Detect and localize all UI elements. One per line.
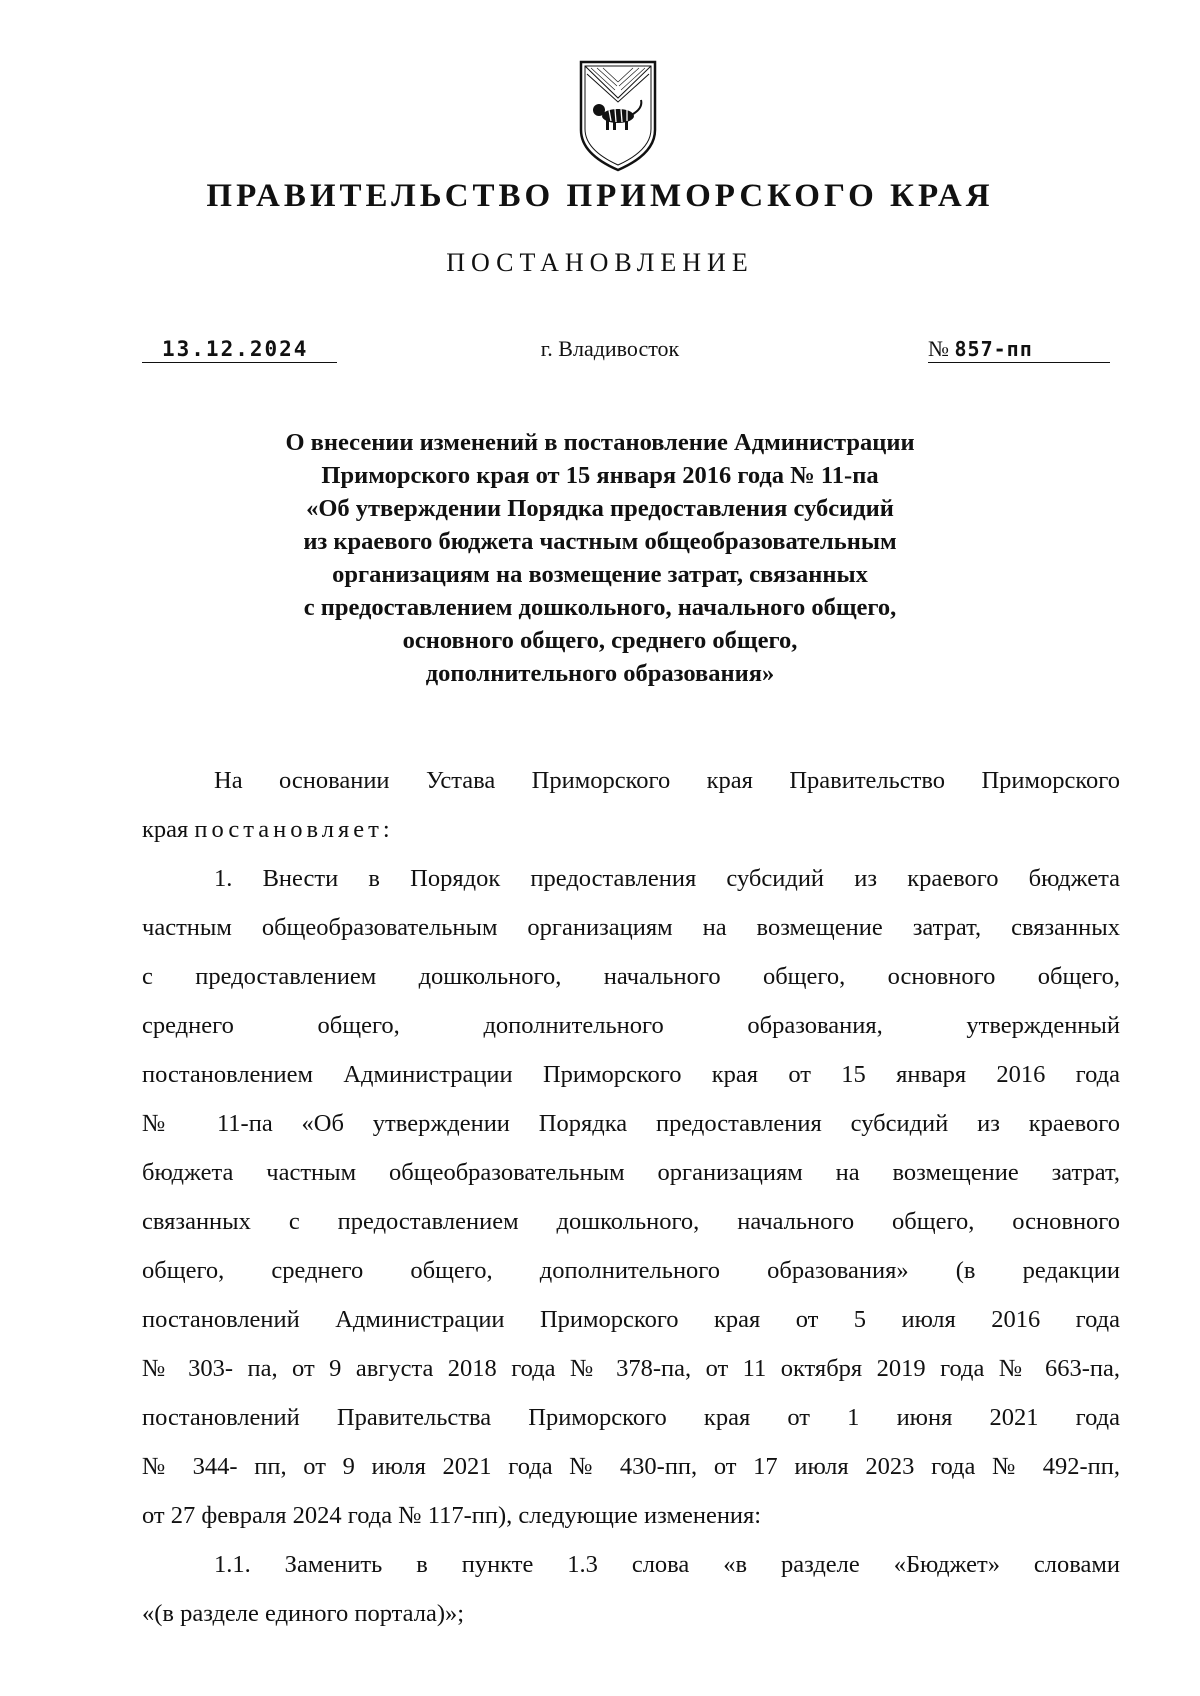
paragraph-1-line: постановлением Администрации Приморского края от 15 января 2016 года bbox=[142, 1061, 1120, 1088]
paragraph-1-line: среднего общего, дополнительного образования, утвержденный bbox=[142, 1012, 1120, 1039]
document-number: 857-пп bbox=[954, 337, 1033, 361]
intro-line: На основании Устава Приморского края Правительство Приморского bbox=[214, 767, 1120, 794]
title-line: Приморского края от 15 января 2016 года № 11-па bbox=[321, 462, 879, 489]
document-city: г. Владивосток bbox=[540, 336, 680, 361]
paragraph-1-line: общего, среднего общего, дополнительного образования» (в редакции bbox=[142, 1257, 1120, 1284]
title-line: дополнительного образования» bbox=[425, 660, 775, 687]
title-line: с предоставлением дошкольного, начального общего, bbox=[303, 594, 897, 621]
paragraph-1-1-line: 1.1. Заменить в пункте 1.3 слова «в разделе «Бюджет» словами bbox=[214, 1551, 1120, 1578]
title-line: из краевого бюджета частным общеобразовательным bbox=[303, 528, 897, 555]
title-line: основного общего, среднего общего, bbox=[402, 627, 798, 654]
resolves-word: постановляет: bbox=[194, 816, 394, 843]
document-date: 13.12.2024 bbox=[142, 336, 337, 363]
paragraph-1-1-line: «(в разделе единого портала)»; bbox=[142, 1600, 465, 1627]
number-sign: № bbox=[928, 336, 949, 361]
paragraph-1-line: 1. Внести в Порядок предоставления субсидий из краевого бюджета bbox=[214, 865, 1120, 892]
paragraph-1-line: № 344- пп, от 9 июля 2021 года № 430-пп, от 17 июля 2023 года № 492-пп, bbox=[142, 1453, 1120, 1480]
paragraph-1-line: частным общеобразовательным организациям на возмещение затрат, связанных bbox=[142, 914, 1120, 941]
intro-line bbox=[142, 805, 1120, 854]
document-type: ПОСТАНОВЛЕНИЕ bbox=[446, 248, 754, 277]
coat-of-arms-icon bbox=[577, 58, 659, 172]
document-body bbox=[142, 756, 1120, 1638]
paragraph-1-line: № 303- па, от 9 августа 2018 года № 378-па, от 11 октября 2019 года № 663-па, bbox=[142, 1355, 1120, 1382]
title-line: «Об утверждении Порядка предоставления субсидий bbox=[306, 495, 894, 522]
paragraph-1-line: бюджета частным общеобразовательным организациям на возмещение затрат, bbox=[142, 1159, 1120, 1186]
paragraph-1-line: № 11-па «Об утверждении Порядка предоставления субсидий из краевого bbox=[142, 1110, 1120, 1137]
title-line: организациям на возмещение затрат, связанных bbox=[332, 561, 868, 588]
document-title bbox=[140, 426, 1060, 690]
document-number-field bbox=[928, 336, 1110, 363]
paragraph-1-line: с предоставлением дошкольного, начального общего, основного общего, bbox=[142, 963, 1120, 990]
government-name: ПРАВИТЕЛЬСТВО ПРИМОРСКОГО КРАЯ bbox=[206, 178, 994, 214]
paragraph-1-line: связанных с предоставлением дошкольного, начального общего, основного bbox=[142, 1208, 1120, 1235]
paragraph-1-line: постановлений Правительства Приморского края от 1 июня 2021 года bbox=[142, 1404, 1120, 1431]
title-line: О внесении изменений в постановление Администрации bbox=[285, 429, 915, 456]
paragraph-1-line: постановлений Администрации Приморского края от 5 июля 2016 года bbox=[142, 1306, 1120, 1333]
paragraph-1-line: от 27 февраля 2024 года № 117-пп), следующие изменения: bbox=[142, 1502, 762, 1529]
intro-prefix: края bbox=[142, 816, 195, 843]
